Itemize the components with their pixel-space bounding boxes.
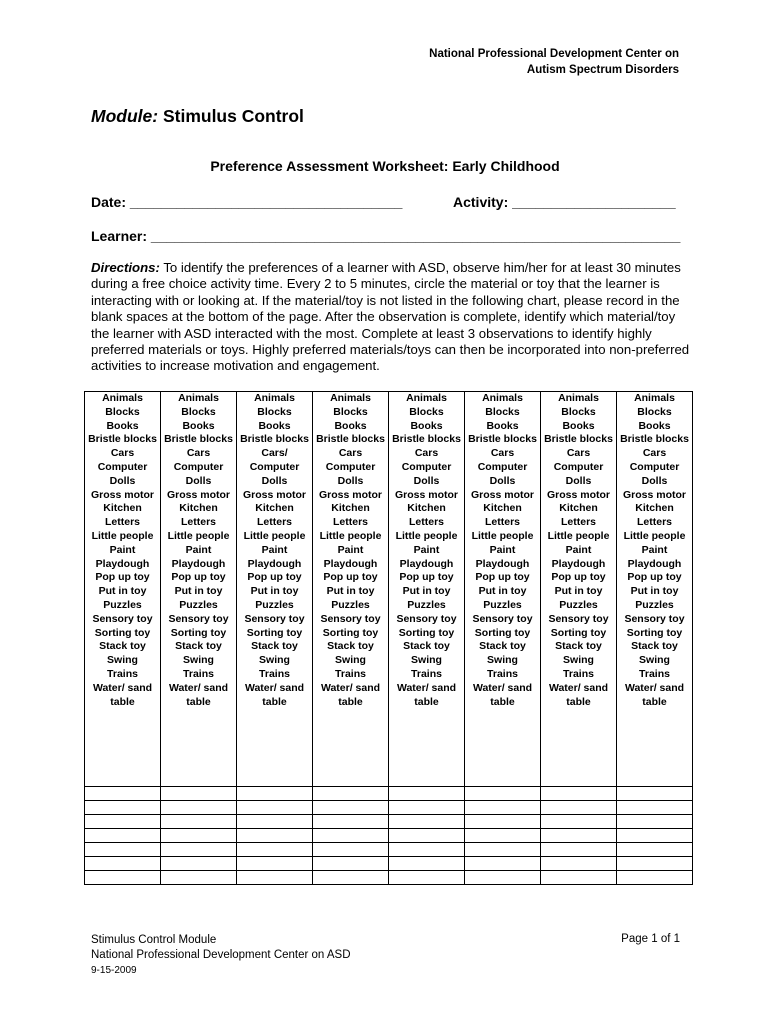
material-item[interactable]: Letters — [104, 516, 140, 529]
material-item[interactable]: Water/ sand table — [472, 681, 533, 708]
material-item[interactable]: Playdough — [399, 557, 454, 570]
material-item[interactable]: Sensory toy — [244, 612, 305, 625]
material-item[interactable]: Playdough — [323, 557, 378, 570]
material-item[interactable]: Playdough — [551, 557, 606, 570]
material-item[interactable]: Water/ sand table — [396, 681, 457, 708]
material-item[interactable]: Little people — [167, 529, 230, 542]
material-item[interactable]: Water/ sand table — [624, 681, 685, 708]
material-item[interactable]: Puzzles — [407, 598, 446, 611]
date-field[interactable]: Date: ___________________________________ — [91, 194, 403, 210]
material-item[interactable]: Cars — [338, 447, 363, 460]
blank-cell[interactable] — [617, 843, 693, 857]
blank-cell[interactable] — [541, 829, 617, 843]
footer-org: National Professional Development Center on ASD — [91, 949, 351, 961]
blank-cell[interactable] — [541, 787, 617, 801]
material-item[interactable]: Computer — [249, 460, 300, 473]
footer-info — [91, 933, 351, 978]
blank-cell[interactable] — [617, 787, 693, 801]
blank-cell[interactable] — [541, 857, 617, 871]
material-item[interactable]: Puzzles — [103, 598, 142, 611]
blank-cell[interactable] — [237, 829, 313, 843]
preference-table — [84, 391, 693, 885]
material-item[interactable]: Stack toy — [175, 640, 222, 653]
material-item[interactable]: Cars — [490, 447, 515, 460]
blank-cell[interactable] — [313, 843, 389, 857]
blank-cell[interactable] — [85, 857, 161, 871]
material-item[interactable]: Swing — [487, 654, 518, 667]
material-item[interactable]: Trains — [183, 667, 214, 680]
material-column — [617, 392, 693, 787]
material-item[interactable]: Sorting toy — [170, 626, 227, 639]
material-item[interactable]: Sensory toy — [472, 612, 533, 625]
material-item[interactable]: Kitchen — [483, 502, 522, 515]
material-item[interactable]: Dolls — [337, 474, 364, 487]
material-item[interactable]: Dolls — [641, 474, 668, 487]
material-item[interactable]: Books — [638, 419, 671, 432]
org-line-2: Autism Spectrum Disorders — [526, 64, 679, 76]
material-item[interactable]: Swing — [411, 654, 442, 667]
blank-cell[interactable] — [237, 843, 313, 857]
material-item[interactable]: Water/ sand table — [244, 681, 305, 708]
material-item[interactable]: Trains — [487, 667, 518, 680]
material-item[interactable]: Kitchen — [179, 502, 218, 515]
material-item[interactable]: Kitchen — [407, 502, 446, 515]
material-item[interactable]: Little people — [471, 529, 534, 542]
material-item[interactable]: Blocks — [637, 405, 672, 418]
material-item[interactable]: Gross motor — [394, 488, 458, 501]
material-item[interactable]: Stack toy — [479, 640, 526, 653]
material-column — [465, 392, 541, 787]
material-item[interactable]: Paint — [641, 543, 668, 556]
material-item[interactable]: Gross motor — [318, 488, 382, 501]
material-item[interactable]: Put in toy — [478, 585, 527, 598]
blank-cell[interactable] — [465, 871, 541, 885]
blank-row — [85, 829, 693, 843]
material-item[interactable]: Cars — [186, 447, 211, 460]
material-item[interactable]: Put in toy — [630, 585, 679, 598]
blank-cell[interactable] — [541, 871, 617, 885]
learner-field[interactable]: Learner: ____________________________________________________________________ — [91, 228, 681, 244]
material-item[interactable]: Dolls — [185, 474, 212, 487]
blank-cell[interactable] — [161, 787, 237, 801]
material-item[interactable]: Sorting toy — [550, 626, 607, 639]
material-item[interactable]: Trains — [411, 667, 442, 680]
blank-cell[interactable] — [617, 801, 693, 815]
material-item[interactable]: Paint — [565, 543, 592, 556]
material-item[interactable]: Sorting toy — [474, 626, 531, 639]
material-item[interactable]: Trains — [563, 667, 594, 680]
material-item[interactable]: Sorting toy — [322, 626, 379, 639]
material-item[interactable]: Blocks — [561, 405, 596, 418]
blank-cell[interactable] — [313, 815, 389, 829]
blank-cell[interactable] — [541, 843, 617, 857]
material-item[interactable]: Water/ sand table — [548, 681, 609, 708]
footer-module: Stimulus Control Module — [91, 934, 217, 946]
blank-cell[interactable] — [237, 787, 313, 801]
directions-paragraph — [91, 260, 691, 375]
material-item[interactable]: Books — [486, 419, 519, 432]
material-column — [237, 392, 313, 787]
material-item[interactable]: Trains — [107, 667, 138, 680]
material-item[interactable]: Stack toy — [555, 640, 602, 653]
material-item[interactable]: Letters — [408, 516, 444, 529]
blank-cell[interactable] — [389, 787, 465, 801]
material-item[interactable]: Stack toy — [251, 640, 298, 653]
material-item[interactable]: Computer — [173, 460, 224, 473]
blank-cell[interactable] — [161, 801, 237, 815]
material-item[interactable]: Kitchen — [255, 502, 294, 515]
blank-cell[interactable] — [161, 843, 237, 857]
blank-row — [85, 815, 693, 829]
material-item[interactable]: Put in toy — [174, 585, 223, 598]
material-item[interactable]: Computer — [477, 460, 528, 473]
material-item[interactable]: Pop up toy — [171, 571, 226, 584]
material-item[interactable]: Letters — [560, 516, 596, 529]
material-item[interactable]: Puzzles — [255, 598, 294, 611]
material-column — [161, 392, 237, 787]
material-item[interactable]: Bristle blocks — [88, 433, 157, 446]
material-item[interactable]: Books — [410, 419, 443, 432]
blank-cell[interactable] — [85, 801, 161, 815]
blank-cell[interactable] — [237, 801, 313, 815]
material-item[interactable]: Pop up toy — [627, 571, 682, 584]
module-title — [91, 106, 304, 127]
material-item[interactable]: Blocks — [333, 405, 368, 418]
material-item[interactable]: Sensory toy — [168, 612, 229, 625]
blank-cell[interactable] — [85, 843, 161, 857]
material-item[interactable]: Swing — [183, 654, 214, 667]
material-list-row — [85, 392, 693, 787]
material-item[interactable]: Gross motor — [470, 488, 534, 501]
material-column — [541, 392, 617, 787]
material-column — [85, 392, 161, 787]
material-item[interactable]: Little people — [91, 529, 154, 542]
material-item[interactable]: Swing — [259, 654, 290, 667]
material-item[interactable]: Sensory toy — [624, 612, 685, 625]
material-item[interactable]: Blocks — [485, 405, 520, 418]
material-item[interactable]: Put in toy — [554, 585, 603, 598]
blank-cell[interactable] — [465, 787, 541, 801]
blank-cell[interactable] — [313, 801, 389, 815]
material-item[interactable]: Sorting toy — [626, 626, 683, 639]
material-item[interactable]: Computer — [97, 460, 148, 473]
material-item[interactable]: Dolls — [489, 474, 516, 487]
blank-cell[interactable] — [313, 787, 389, 801]
material-item[interactable]: Paint — [489, 543, 516, 556]
material-item[interactable]: Animals — [634, 392, 675, 404]
material-item[interactable]: Computer — [553, 460, 604, 473]
material-item[interactable]: Animals — [406, 392, 447, 404]
blank-cell[interactable] — [617, 857, 693, 871]
material-item[interactable]: Sorting toy — [246, 626, 303, 639]
material-item[interactable]: Blocks — [257, 405, 292, 418]
material-item[interactable]: Animals — [102, 392, 143, 404]
material-item[interactable]: Blocks — [409, 405, 444, 418]
material-item[interactable]: Bristle blocks — [620, 433, 689, 446]
material-item[interactable]: Pop up toy — [95, 571, 150, 584]
material-item[interactable]: Pop up toy — [247, 571, 302, 584]
material-item[interactable]: Books — [562, 419, 595, 432]
material-item[interactable]: Animals — [330, 392, 371, 404]
blank-cell[interactable] — [313, 871, 389, 885]
blank-cell[interactable] — [541, 801, 617, 815]
blank-row — [85, 871, 693, 885]
blank-cell[interactable] — [617, 829, 693, 843]
material-item[interactable]: Animals — [254, 392, 295, 404]
blank-row — [85, 843, 693, 857]
material-item[interactable]: Paint — [185, 543, 212, 556]
material-item[interactable]: Swing — [107, 654, 138, 667]
blank-row — [85, 857, 693, 871]
material-item[interactable]: Little people — [243, 529, 306, 542]
blank-cell[interactable] — [389, 857, 465, 871]
blank-cell[interactable] — [541, 815, 617, 829]
material-item[interactable]: Little people — [547, 529, 610, 542]
module-label: Module: — [91, 106, 159, 126]
material-item[interactable]: Puzzles — [559, 598, 598, 611]
material-item[interactable]: Trains — [259, 667, 290, 680]
blank-cell[interactable] — [85, 815, 161, 829]
blank-cell[interactable] — [465, 843, 541, 857]
blank-cell[interactable] — [465, 815, 541, 829]
material-item[interactable]: Books — [106, 419, 139, 432]
blank-cell[interactable] — [85, 871, 161, 885]
material-item[interactable]: Books — [258, 419, 291, 432]
material-item[interactable]: Trains — [639, 667, 670, 680]
material-item[interactable]: Letters — [256, 516, 292, 529]
material-item[interactable]: Cars/ — [261, 447, 288, 460]
material-item[interactable]: Playdough — [171, 557, 226, 570]
material-item[interactable]: Paint — [413, 543, 440, 556]
material-item[interactable]: Letters — [180, 516, 216, 529]
blank-cell[interactable] — [237, 871, 313, 885]
material-item[interactable]: Bristle blocks — [240, 433, 309, 446]
page-number: Page 1 of 1 — [621, 933, 680, 945]
material-item[interactable]: Stack toy — [403, 640, 450, 653]
material-item[interactable]: Kitchen — [559, 502, 598, 515]
material-item[interactable]: Bristle blocks — [316, 433, 385, 446]
blank-cell[interactable] — [313, 857, 389, 871]
material-item[interactable]: Computer — [629, 460, 680, 473]
material-item[interactable]: Put in toy — [98, 585, 147, 598]
material-item[interactable]: Kitchen — [331, 502, 370, 515]
material-item[interactable]: Cars — [642, 447, 667, 460]
material-item[interactable]: Bristle blocks — [392, 433, 461, 446]
material-item[interactable]: Put in toy — [402, 585, 451, 598]
material-item[interactable]: Animals — [482, 392, 523, 404]
material-item[interactable]: Water/ sand table — [168, 681, 229, 708]
material-item[interactable]: Paint — [337, 543, 364, 556]
material-column — [313, 392, 389, 787]
material-item[interactable]: Playdough — [475, 557, 530, 570]
material-item[interactable]: Stack toy — [327, 640, 374, 653]
material-item[interactable]: Dolls — [109, 474, 136, 487]
material-item[interactable]: Computer — [325, 460, 376, 473]
blank-cell[interactable] — [389, 843, 465, 857]
blank-cell[interactable] — [237, 815, 313, 829]
material-item[interactable]: Cars — [414, 447, 439, 460]
material-item[interactable]: Dolls — [413, 474, 440, 487]
material-item[interactable]: Sensory toy — [92, 612, 153, 625]
material-item[interactable]: Water/ sand table — [320, 681, 381, 708]
material-item[interactable]: Blocks — [181, 405, 216, 418]
blank-row — [85, 801, 693, 815]
material-item[interactable]: Paint — [109, 543, 136, 556]
material-item[interactable]: Water/ sand table — [92, 681, 153, 708]
material-item[interactable]: Trains — [335, 667, 366, 680]
organization-header — [429, 46, 679, 78]
blank-cell[interactable] — [389, 871, 465, 885]
blank-cell[interactable] — [389, 815, 465, 829]
material-item[interactable]: Put in toy — [250, 585, 299, 598]
material-item[interactable]: Puzzles — [483, 598, 522, 611]
material-item[interactable]: Letters — [636, 516, 672, 529]
material-item[interactable]: Little people — [623, 529, 686, 542]
material-item[interactable]: Playdough — [95, 557, 150, 570]
material-item[interactable]: Pop up toy — [323, 571, 378, 584]
material-item[interactable]: Letters — [332, 516, 368, 529]
blank-cell[interactable] — [313, 829, 389, 843]
material-item[interactable]: Animals — [558, 392, 599, 404]
material-item[interactable]: Pop up toy — [475, 571, 530, 584]
blank-cell[interactable] — [465, 829, 541, 843]
blank-cell[interactable] — [617, 815, 693, 829]
blank-cell[interactable] — [161, 815, 237, 829]
material-item[interactable]: Bristle blocks — [164, 433, 233, 446]
material-item[interactable]: Sensory toy — [320, 612, 381, 625]
blank-cell[interactable] — [465, 857, 541, 871]
directions-label: Directions: — [91, 260, 160, 275]
material-item[interactable]: Dolls — [261, 474, 288, 487]
material-item[interactable]: Puzzles — [635, 598, 674, 611]
material-item[interactable]: Puzzles — [179, 598, 218, 611]
material-item[interactable]: Pop up toy — [551, 571, 606, 584]
blank-row — [85, 787, 693, 801]
material-item[interactable]: Books — [182, 419, 215, 432]
material-item[interactable]: Bristle blocks — [468, 433, 537, 446]
org-line-1: National Professional Development Center on — [429, 48, 679, 60]
blank-cell[interactable] — [85, 787, 161, 801]
material-item[interactable]: Swing — [639, 654, 670, 667]
material-item[interactable]: Kitchen — [103, 502, 142, 515]
material-column — [389, 392, 465, 787]
material-item[interactable]: Puzzles — [331, 598, 370, 611]
blank-cell[interactable] — [617, 871, 693, 885]
material-item[interactable]: Sorting toy — [398, 626, 455, 639]
material-item[interactable]: Swing — [335, 654, 366, 667]
material-item[interactable]: Swing — [563, 654, 594, 667]
material-item[interactable]: Gross motor — [90, 488, 154, 501]
material-item[interactable]: Kitchen — [635, 502, 674, 515]
module-name: Stimulus Control — [162, 106, 304, 126]
material-item[interactable]: Stack toy — [99, 640, 146, 653]
material-item[interactable]: Playdough — [627, 557, 682, 570]
material-item[interactable]: Paint — [261, 543, 288, 556]
worksheet-title: Preference Assessment Worksheet: Early Childhood — [210, 158, 560, 174]
blank-cell[interactable] — [237, 857, 313, 871]
material-item[interactable]: Playdough — [247, 557, 302, 570]
material-item[interactable]: Blocks — [105, 405, 140, 418]
blank-cell[interactable] — [389, 829, 465, 843]
blank-cell[interactable] — [389, 801, 465, 815]
material-item[interactable]: Pop up toy — [399, 571, 454, 584]
material-item[interactable]: Bristle blocks — [544, 433, 613, 446]
blank-cell[interactable] — [161, 857, 237, 871]
material-item[interactable]: Books — [334, 419, 367, 432]
material-item[interactable]: Letters — [484, 516, 520, 529]
material-item[interactable]: Animals — [178, 392, 219, 404]
blank-cell[interactable] — [161, 829, 237, 843]
material-item[interactable]: Little people — [395, 529, 458, 542]
material-item[interactable]: Dolls — [565, 474, 592, 487]
material-item[interactable]: Put in toy — [326, 585, 375, 598]
blank-cell[interactable] — [85, 829, 161, 843]
material-item[interactable]: Sensory toy — [548, 612, 609, 625]
blank-cell[interactable] — [161, 871, 237, 885]
material-item[interactable]: Sorting toy — [94, 626, 151, 639]
footer-date: 9-15-2009 — [91, 965, 137, 976]
material-item[interactable]: Computer — [401, 460, 452, 473]
material-item[interactable]: Sensory toy — [396, 612, 457, 625]
activity-field[interactable]: Activity: _____________________ — [453, 194, 676, 210]
material-item[interactable]: Cars — [110, 447, 135, 460]
material-item[interactable]: Little people — [319, 529, 382, 542]
material-item[interactable]: Gross motor — [166, 488, 230, 501]
material-item[interactable]: Gross motor — [242, 488, 306, 501]
blank-cell[interactable] — [465, 801, 541, 815]
material-item[interactable]: Cars — [566, 447, 591, 460]
material-item[interactable]: Gross motor — [546, 488, 610, 501]
directions-text: To identify the preferences of a learner with ASD, observe him/her for at least 30 minutes during a free choice activity time. Every 2 to 5 minutes, circle the material or toy that the learner is interacting with or looking at. If the material/toy is not listed in the following chart, please record in the blank spaces at the bottom of the page. After the observation is complete, identify which material/toy the learner with ASD interacted with the most. Complete at least 3 observations to identify highly preferred materials or toys. Highly preferred materials/toys can then be incorporated into non-preferred activities to increase motivation and engagement. — [91, 260, 690, 374]
material-item[interactable]: Gross motor — [622, 488, 686, 501]
material-item[interactable]: Stack toy — [631, 640, 678, 653]
